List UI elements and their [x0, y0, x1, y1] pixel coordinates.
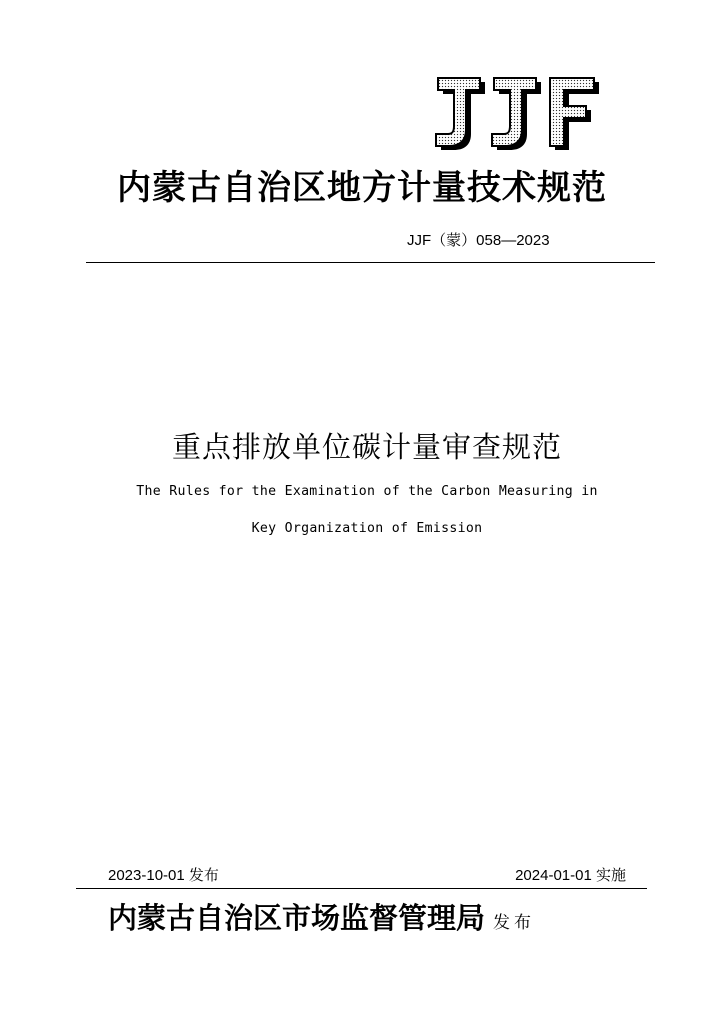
bottom-divider — [76, 888, 647, 889]
issuer-suffix: 发布 — [493, 913, 536, 933]
logo-letter-j2 — [492, 78, 536, 146]
series-title: 内蒙古自治区地方计量技术规范 — [117, 168, 607, 208]
jjf-logo — [432, 76, 600, 152]
standard-code: JJF（蒙）058—2023 — [407, 232, 550, 249]
issuer-block — [108, 896, 535, 937]
logo-letter-j1 — [436, 78, 480, 146]
implementation-date: 2024-01-01 实施 — [515, 867, 626, 884]
top-divider — [86, 262, 655, 263]
issuer-name: 内蒙古自治区市场监督管理局 — [108, 901, 486, 935]
document-title-english-line1: The Rules for the Examination of the Carbon Measuring in — [136, 484, 598, 499]
document-title-chinese: 重点排放单位碳计量审查规范 — [171, 430, 562, 464]
issue-date: 2023-10-01 发布 — [108, 867, 219, 884]
document-title-english-line2: Key Organization of Emission — [251, 521, 483, 536]
